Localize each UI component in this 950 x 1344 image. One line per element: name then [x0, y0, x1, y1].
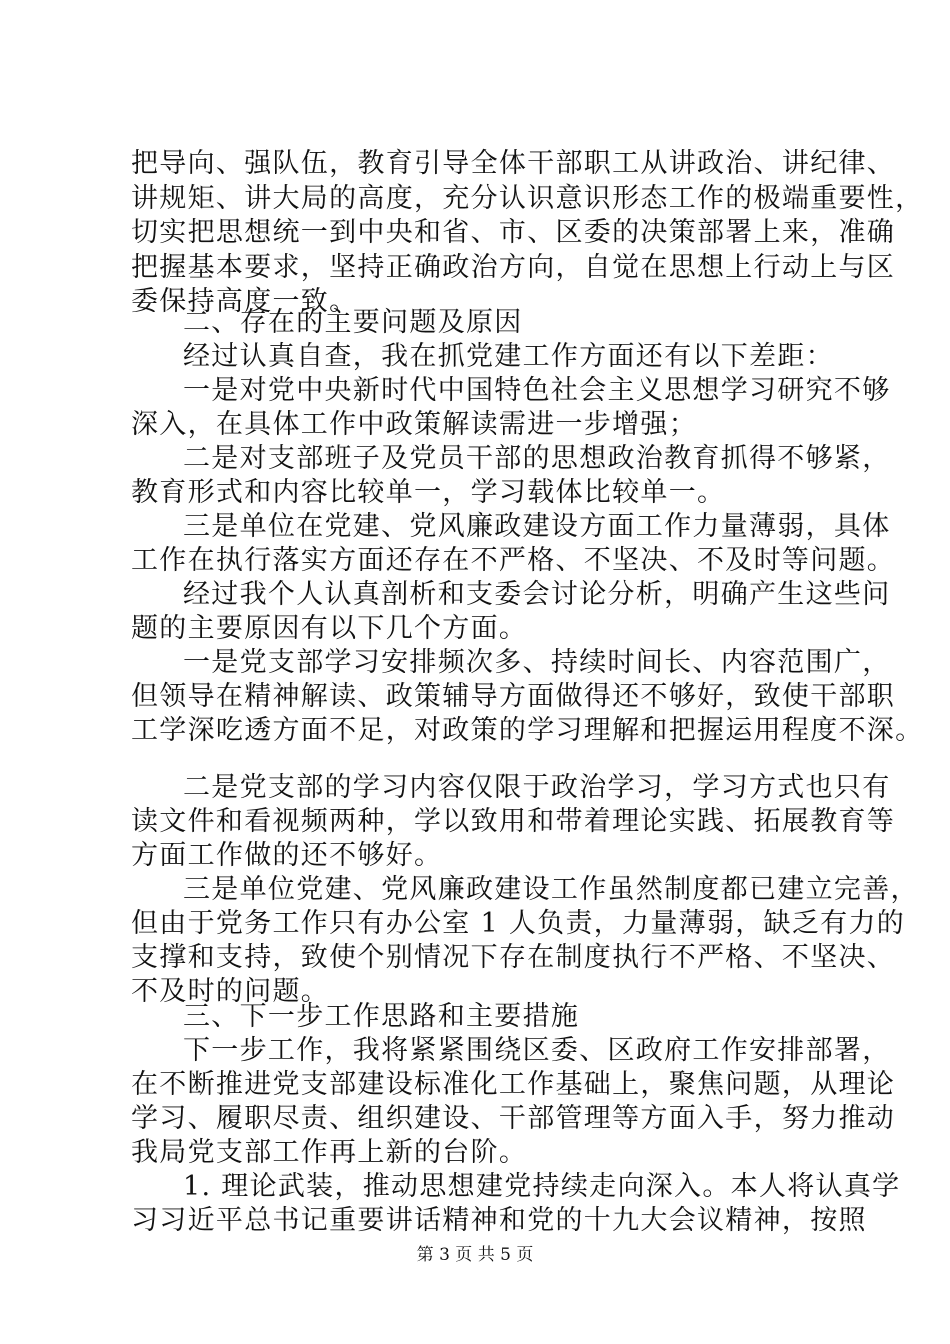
text-line: 下一步工作，我将紧紧围绕区委、区政府工作安排部署， [183, 1035, 891, 1066]
text-line: 三是单位党建、党风廉政建设工作虽然制度都已建立完善， [183, 874, 919, 905]
text-line: 把导向、强队伍，教育引导全体干部职工从讲政治、讲纪律、 [131, 148, 896, 179]
text-line: 题的主要原因有以下几个方面。 [131, 613, 528, 644]
text-line: 1. 理论武装，推动思想建党持续走向深入。本人将认真学 [183, 1171, 901, 1202]
text-line: 教育形式和内容比较单一，学习载体比较单一。 [131, 477, 726, 508]
text-line: 读文件和看视频两种，学以致用和带着理论实践、拓展教育等 [131, 806, 896, 837]
text-line: 三是单位在党建、党风廉政建设方面工作力量薄弱，具体 [183, 511, 891, 542]
text-line: 把握基本要求，坚持正确政治方向，自觉在思想上行动上与区 [131, 252, 896, 283]
text-line: 一是党支部学习安排频次多、持续时间长、内容范围广， [183, 647, 891, 678]
text-line: 学习、履职尽责、组织建设、干部管理等方面入手，努力推动 [131, 1103, 896, 1134]
text-line: 一是对党中央新时代中国特色社会主义思想学习研究不够 [183, 375, 891, 406]
page-number-footer: 第 3 页 共 5 页 [416, 1245, 534, 1265]
text-line: 工作在执行落实方面还存在不严格、不坚决、不及时等问题。 [131, 545, 896, 576]
text-line: 支撑和支持，致使个别情况下存在制度执行不严格、不坚决、 [131, 942, 896, 973]
text-line: 工学深吃透方面不足，对政策的学习理解和把握运用程度不深。 [131, 715, 924, 746]
text-line: 习习近平总书记重要讲话精神和党的十九大会议精神，按照 [131, 1205, 867, 1236]
text-line: 经过我个人认真剖析和支委会讨论分析，明确产生这些问 [183, 579, 891, 610]
text-line: 委保持高度一致。 [131, 286, 358, 317]
text-line: 不及时的问题。 [131, 976, 330, 1007]
text-line: 在不断推进党支部建设标准化工作基础上，聚焦问题，从理论 [131, 1069, 896, 1100]
text-line: 方面工作做的还不够好。 [131, 840, 443, 871]
text-line: 我局党支部工作再上新的台阶。 [131, 1137, 528, 1168]
text-line: 深入，在具体工作中政策解读需进一步增强； [131, 409, 697, 440]
section-heading: 三、下一步工作思路和主要措施 [183, 1001, 580, 1032]
text-line: 二是党支部的学习内容仅限于政治学习，学习方式也只有 [183, 772, 891, 803]
text-line: 但领导在精神解读、政策辅导方面做得还不够好，致使干部职 [131, 681, 896, 712]
text-line: 但由于党务工作只有办公室 1 人负责，力量薄弱，缺乏有力的 [131, 908, 906, 939]
text-line: 切实把思想统一到中央和省、市、区委的决策部署上来，准确 [131, 217, 896, 248]
text-line: 讲规矩、讲大局的高度，充分认识意识形态工作的极端重要性， [131, 183, 924, 214]
text-line: 经过认真自查，我在抓党建工作方面还有以下差距： [183, 341, 834, 372]
section-heading: 二、存在的主要问题及原因 [183, 307, 523, 338]
text-line: 二是对支部班子及党员干部的思想政治教育抓得不够紧， [183, 443, 891, 474]
